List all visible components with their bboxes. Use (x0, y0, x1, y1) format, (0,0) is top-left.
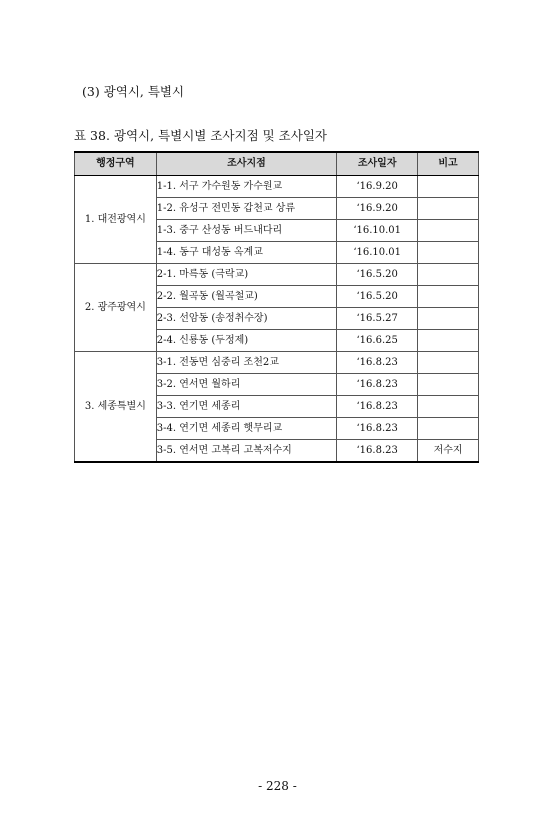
date-cell: ‘16.8.23 (337, 418, 418, 440)
table-body (75, 176, 479, 463)
date-cell: ‘16.9.20 (337, 176, 418, 198)
site-cell: 1-2. 유성구 전민동 갑천교 상류 (156, 198, 336, 220)
date-cell: ‘16.6.25 (337, 330, 418, 352)
date-cell: ‘16.5.27 (337, 308, 418, 330)
site-cell: 1-3. 중구 산성동 버드내다리 (156, 220, 336, 242)
site-cell: 3-2. 연서면 월하리 (156, 374, 336, 396)
date-cell: ‘16.10.01 (337, 220, 418, 242)
region-cell: 2. 광주광역시 (75, 264, 157, 352)
date-cell: ‘16.8.23 (337, 352, 418, 374)
date-cell: ‘16.5.20 (337, 264, 418, 286)
date-cell: ‘16.8.23 (337, 440, 418, 463)
date-cell: ‘16.5.20 (337, 286, 418, 308)
note-cell (418, 352, 479, 374)
note-cell (418, 374, 479, 396)
table-caption: 표 38. 광역시, 특별시별 조사지점 및 조사일자 (74, 128, 327, 143)
note-cell (418, 286, 479, 308)
note-cell: 저수지 (418, 440, 479, 463)
site-cell: 2-3. 선암동 (송정취수장) (156, 308, 336, 330)
date-cell: ‘16.9.20 (337, 198, 418, 220)
note-cell (418, 418, 479, 440)
note-cell (418, 330, 479, 352)
region-cell: 1. 대전광역시 (75, 176, 157, 264)
header-note: 비고 (418, 152, 479, 176)
region-cell: 3. 세종특별시 (75, 352, 157, 463)
site-cell: 2-2. 월곡동 (월곡철교) (156, 286, 336, 308)
table-row (75, 176, 479, 198)
table-header-row (75, 152, 479, 176)
site-cell: 3-5. 연서면 고복리 고복저수지 (156, 440, 336, 463)
date-cell: ‘16.8.23 (337, 374, 418, 396)
header-date: 조사일자 (337, 152, 418, 176)
note-cell (418, 264, 479, 286)
site-cell: 1-4. 동구 대성동 옥계교 (156, 242, 336, 264)
site-cell: 3-3. 연기면 세종리 (156, 396, 336, 418)
note-cell (418, 176, 479, 198)
header-region: 행정구역 (75, 152, 157, 176)
note-cell (418, 396, 479, 418)
date-cell: ‘16.8.23 (337, 396, 418, 418)
page-number: - 228 - (258, 779, 297, 793)
note-cell (418, 308, 479, 330)
site-cell: 1-1. 서구 가수원동 가수원교 (156, 176, 336, 198)
header-site: 조사지점 (156, 152, 336, 176)
site-cell: 3-4. 연기면 세종리 햇무리교 (156, 418, 336, 440)
survey-sites-table (74, 151, 479, 463)
note-cell (418, 220, 479, 242)
section-heading: (3) 광역시, 특별시 (82, 84, 185, 99)
site-cell: 2-1. 마륵동 (극락교) (156, 264, 336, 286)
table-row (75, 264, 479, 286)
site-cell: 2-4. 신룡동 (두정제) (156, 330, 336, 352)
note-cell (418, 198, 479, 220)
note-cell (418, 242, 479, 264)
site-cell: 3-1. 전동면 심중리 조천2교 (156, 352, 336, 374)
table-row (75, 352, 479, 374)
date-cell: ‘16.10.01 (337, 242, 418, 264)
